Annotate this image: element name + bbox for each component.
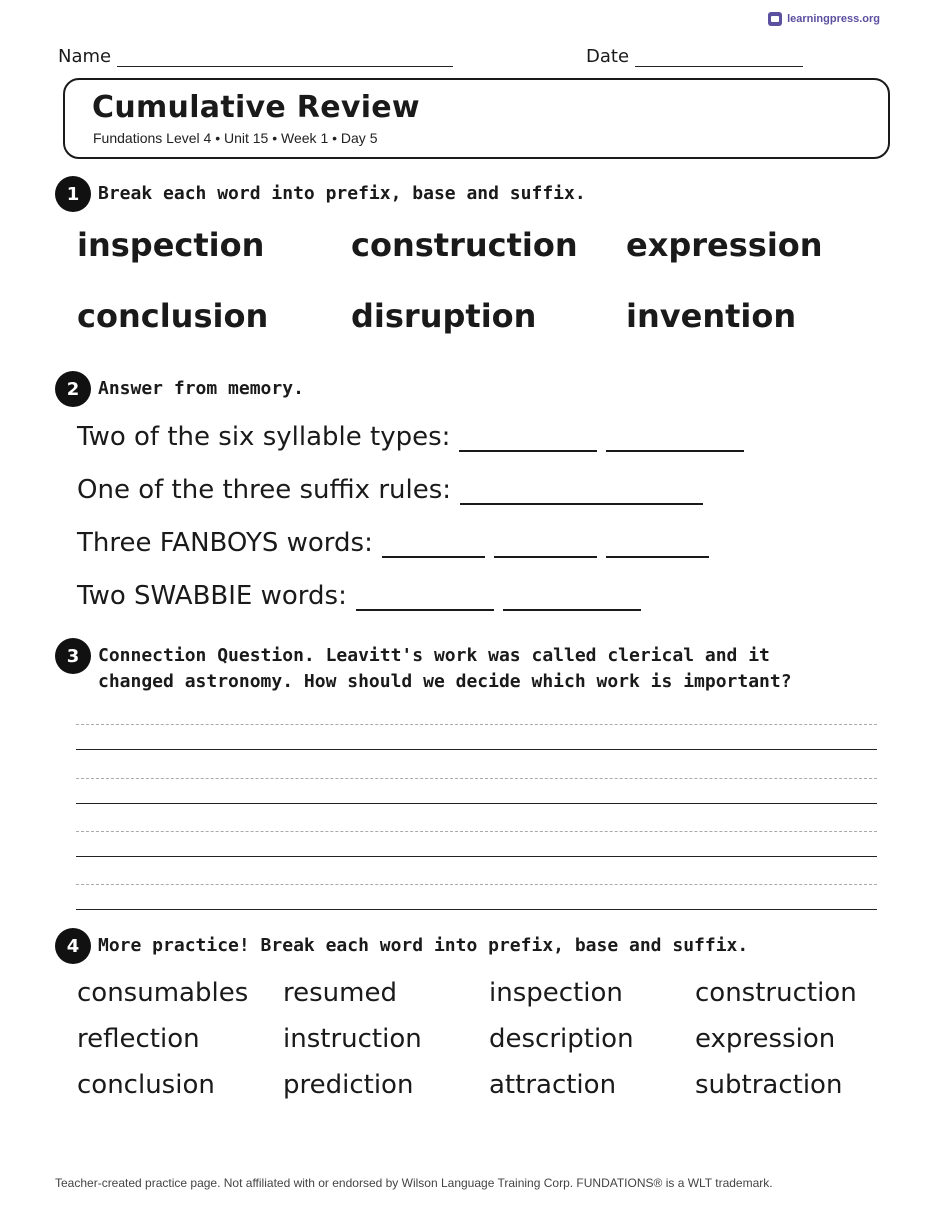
answer-blank[interactable] (460, 479, 703, 505)
question-2-header (55, 371, 304, 407)
practice-word: attraction (489, 1070, 617, 1100)
practice-word: instruction (283, 1024, 422, 1054)
page-title: Cumulative Review (92, 90, 420, 125)
baseline-solid (76, 909, 877, 910)
memory-prompt: Two of the six syllable types: (77, 422, 451, 452)
title-box (63, 78, 890, 159)
midline-dashed (76, 778, 877, 779)
practice-word: reflection (77, 1024, 200, 1054)
section1-word: conclusion (77, 297, 269, 335)
answer-blank[interactable] (606, 426, 744, 452)
name-date-row (58, 46, 818, 72)
date-blank-line[interactable] (635, 47, 803, 67)
midline-dashed (76, 724, 877, 725)
name-field[interactable] (58, 46, 453, 67)
memory-prompt: Two SWABBIE words: (77, 581, 347, 611)
question-1-header (55, 176, 586, 212)
section1-word: expression (626, 226, 823, 264)
baseline-solid (76, 749, 877, 750)
question-number-badge: 1 (55, 176, 91, 212)
answer-blank[interactable] (382, 532, 485, 558)
practice-word: subtraction (695, 1070, 843, 1100)
question-4-instruction: More practice! Break each word into prefix, base and suffix. (98, 935, 749, 956)
answer-blank[interactable] (356, 585, 494, 611)
memory-prompt-row (77, 581, 641, 611)
question-number-badge: 2 (55, 371, 91, 407)
practice-word: inspection (489, 978, 623, 1008)
date-label: Date (586, 46, 630, 67)
answer-blank[interactable] (459, 426, 597, 452)
practice-word: prediction (283, 1070, 414, 1100)
practice-word: expression (695, 1024, 836, 1054)
section1-word: disruption (351, 297, 537, 335)
footer-disclaimer: Teacher-created practice page. Not affiliated with or endorsed by Wilson Language Training Corp. FUNDATIONS® is a WLT trademark. (55, 1176, 773, 1190)
answer-blank[interactable] (503, 585, 641, 611)
name-blank-line[interactable] (117, 47, 453, 67)
question-4-header (55, 928, 748, 964)
memory-prompt: Three FANBOYS words: (77, 528, 373, 558)
question-number-badge: 3 (55, 638, 91, 674)
question-1-instruction: Break each word into prefix, base and suffix. (98, 183, 586, 204)
midline-dashed (76, 884, 877, 885)
practice-word: conclusion (77, 1070, 215, 1100)
brand-logo (768, 12, 880, 26)
memory-prompt: One of the three suffix rules: (77, 475, 452, 505)
midline-dashed (76, 831, 877, 832)
answer-blank[interactable] (494, 532, 597, 558)
question-3-instruction: Connection Question. Leavitt's work was called clerical and it changed astronomy. How should we decide which work is important? (98, 645, 792, 692)
section1-word: invention (626, 297, 797, 335)
question-2-instruction: Answer from memory. (98, 378, 304, 399)
memory-prompt-row (77, 475, 703, 505)
practice-word: consumables (77, 978, 249, 1008)
book-icon (768, 12, 782, 26)
section1-word: inspection (77, 226, 265, 264)
practice-word: construction (695, 978, 857, 1008)
page-subtitle: Fundations Level 4 • Unit 15 • Week 1 • Day 5 (93, 130, 378, 146)
practice-word: description (489, 1024, 634, 1054)
brand-text: learningpress.org (787, 13, 880, 25)
baseline-solid (76, 856, 877, 857)
answer-blank[interactable] (606, 532, 709, 558)
question-3-header (55, 638, 828, 695)
name-label: Name (58, 46, 112, 67)
section1-word: construction (351, 226, 578, 264)
memory-prompt-row (77, 528, 709, 558)
practice-word: resumed (283, 978, 397, 1008)
memory-prompt-row (77, 422, 744, 452)
question-number-badge: 4 (55, 928, 91, 964)
date-field[interactable] (586, 46, 803, 67)
baseline-solid (76, 803, 877, 804)
